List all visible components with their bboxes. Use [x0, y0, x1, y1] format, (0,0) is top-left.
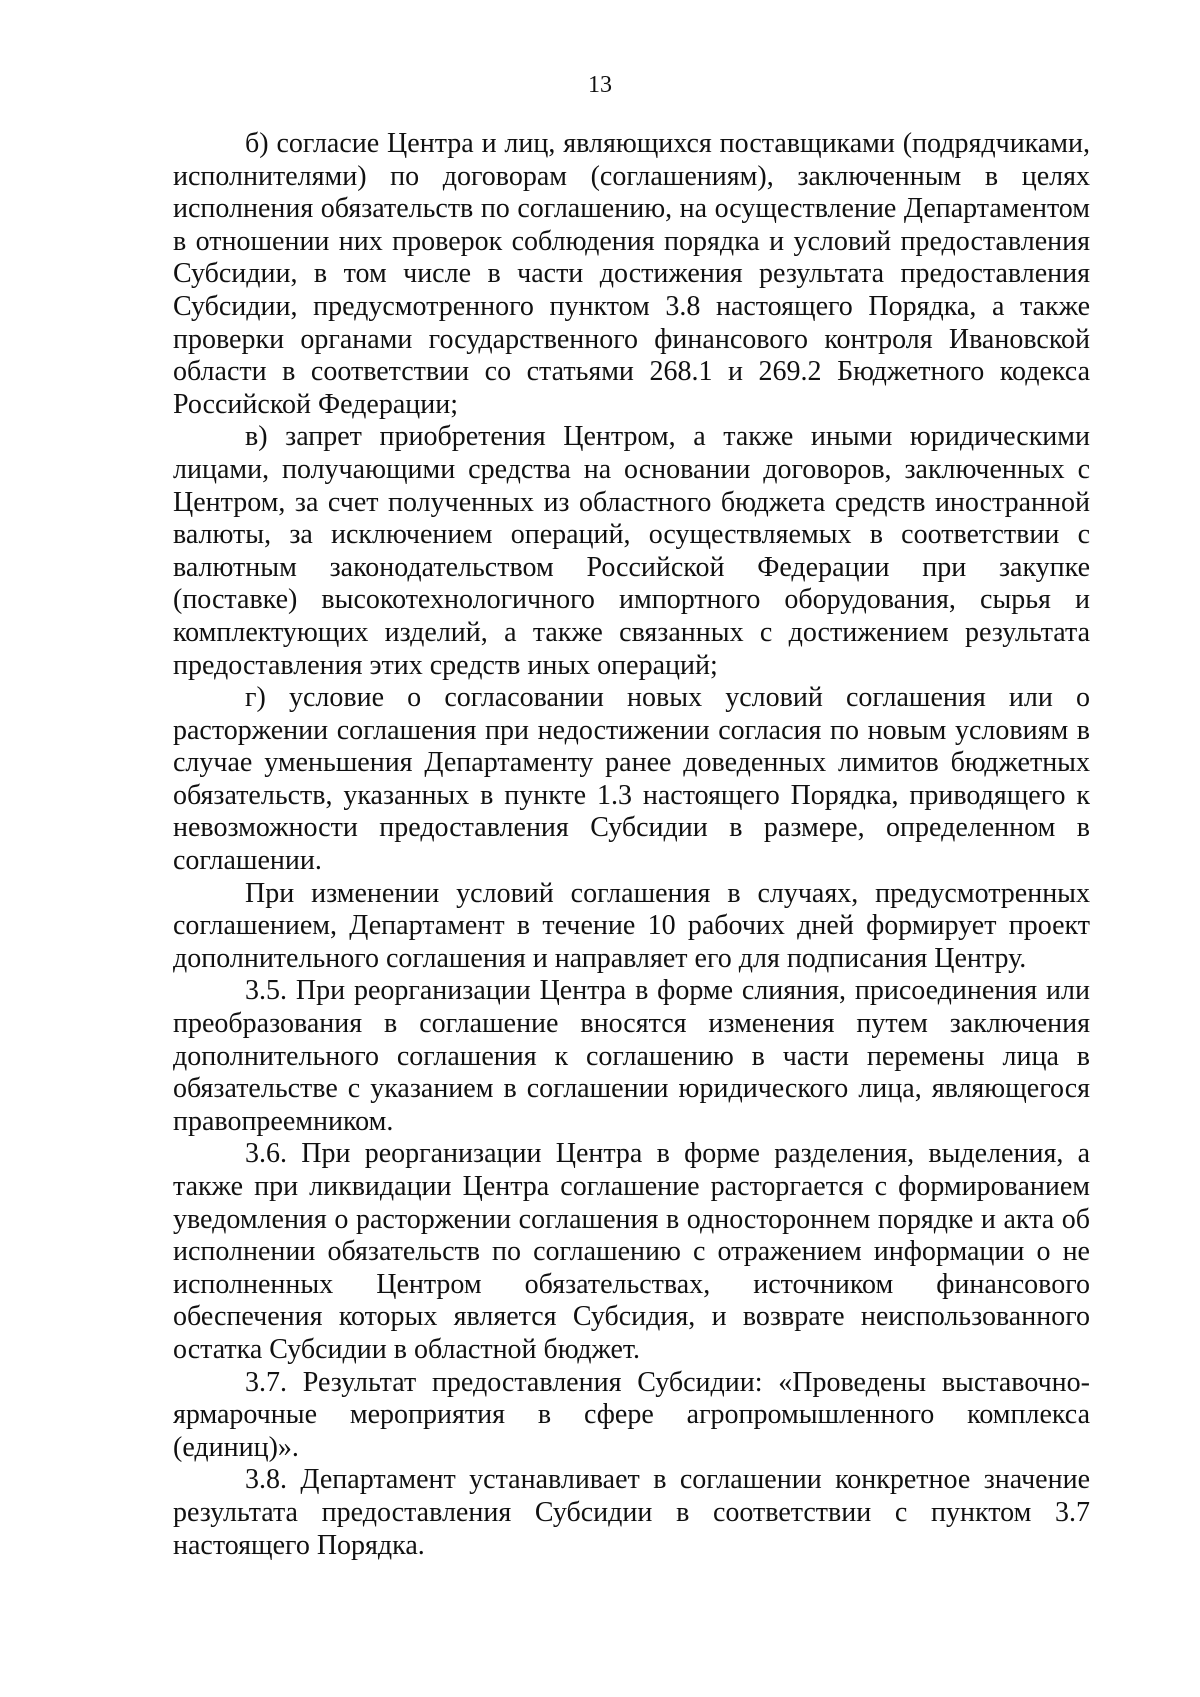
paragraph-g-new-conditions: г) условие о согласовании новых условий соглашения или о расторжении соглашения при недостижении согласия по новым условиям в случае уменьшения Департаменту ранее доведенных лимитов бюджетных обязательств, указанных в пункте 1.3 настоящего Порядка, приводящего к невозможности предоставления Субсидии в размере, определенном в соглашении. [173, 682, 1090, 877]
paragraph-b-consent: б) согласие Центра и лиц, являющихся поставщиками (подрядчиками, исполнителями) по договорам (соглашениям), заключенным в целях исполнения обязательств по соглашению, на осуществление Департаментом в отношении них проверок соблюдения порядка и условий предоставления Субсидии, в том числе в части достижения результата предоставления Субсидии, предусмотренного пунктом 3.8 настоящего Порядка, а также проверки органами государственного финансового контроля Ивановской области в соответствии со статьями 268.1 и 269.2 Бюджетного кодекса Российской Федерации; [173, 128, 1090, 420]
paragraph-v-currency-ban: в) запрет приобретения Центром, а также иными юридическими лицами, получающими средства на основании договоров, заключенных с Центром, за счет полученных из областного бюджета средств иностранной валюты, за исключением операций, осуществляемых в соответствии с валютным законодательством Российской Федерации при закупке (поставке) высокотехнологичного импортного оборудования, сырья и комплектующих изделий, а также связанных с достижением результата предоставления этих средств иных операций; [173, 421, 1090, 681]
paragraph-3-6-liquidation: 3.6. При реорганизации Центра в форме разделения, выделения, а также при ликвидации Центра соглашение расторгается с формированием уведомления о расторжении соглашения в одностороннем порядке и акта об исполнении обязательств по соглашению с отражением информации о не исполненных Центром обязательствах, источником финансового обеспечения которых является Субсидия, и возврате неиспользованного остатка Субсидии в областной бюджет. [173, 1138, 1090, 1365]
paragraph-3-5-reorganization: 3.5. При реорганизации Центра в форме слияния, присоединения или преобразования в соглашение вносятся изменения путем заключения дополнительного соглашения к соглашению в части перемены лица в обязательстве с указанием в соглашении юридического лица, являющегося правопреемником. [173, 975, 1090, 1137]
paragraph-conditions-change: При изменении условий соглашения в случаях, предусмотренных соглашением, Департамент в течение 10 рабочих дней формирует проект дополнительного соглашения и направляет его для подписания Центру. [173, 877, 1090, 974]
paragraph-3-8-result-value: 3.8. Департамент устанавливает в соглашении конкретное значение результата предоставления Субсидии в соответствии с пунктом 3.7 настоящего Порядка. [173, 1464, 1090, 1561]
page-number: 13 [588, 72, 612, 98]
document-body [173, 128, 1090, 1562]
paragraph-3-7-result: 3.7. Результат предоставления Субсидии: «Проведены выставочно-ярмарочные мероприятия в сфере агропромышленного комплекса (единиц)». [173, 1366, 1090, 1463]
